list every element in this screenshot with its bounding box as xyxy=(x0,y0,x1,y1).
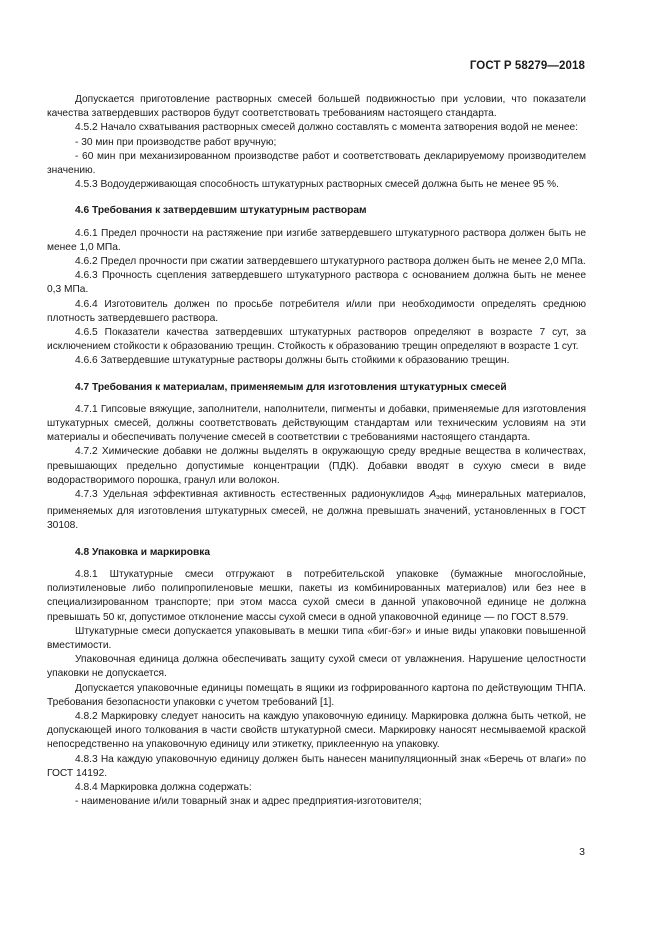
document-body xyxy=(47,93,586,809)
activity-symbol: A xyxy=(429,489,437,501)
page-number: 3 xyxy=(579,846,585,858)
paragraph-with-symbol xyxy=(47,488,586,534)
section-heading: 4.6 Требования к затвердевшим штукатурным растворам xyxy=(75,205,367,217)
paragraph: Упаковочная единица должна обеспечивать защиту сухой смеси от увлажнения. Нарушение целостности упаковки не допускается. xyxy=(47,654,586,680)
paragraph: 4.6.4 Изготовитель должен по просьбе потребителя и/или при необходимости определять среднюю плотность затвердевшего раствора. xyxy=(47,298,586,324)
paragraph: 4.5.3 Водоудерживающая способность штукатурных растворных смесей должна быть не менее 95 %. xyxy=(75,179,559,191)
paragraph-text-before: 4.7.3 Удельная эффективная активность естественных радионуклидов xyxy=(75,489,430,501)
paragraph: 4.6.6 Затвердевшие штукатурные растворы должны быть стойкими к образованию трещин. xyxy=(75,355,510,367)
list-item: - 30 мин при производстве работ вручную; xyxy=(75,136,277,148)
paragraph: 4.8.3 На каждую упаковочную единицу должен быть нанесен манипуляционный знак «Беречь от влаги» по ГОСТ 14192. xyxy=(47,753,586,779)
paragraph: Штукатурные смеси допускается упаковывать в мешки типа «биг-бэг» и иные виды упаковки повышенной вместимости. xyxy=(47,625,586,651)
paragraph: 4.8.2 Маркировку следует наносить на каждую упаковочную единицу. Маркировка должна быть четкой, не допускающей иного толкования в части свойств штукатурной смеси. Маркировку наносят несмываемой краской непосредственно на упаковочную единицу или этикетку, приклеенную на упаковку. xyxy=(47,710,586,751)
list-item: - 60 мин при механизированном производстве работ и соответствовать декларируемому производителем значению. xyxy=(47,150,586,177)
paragraph: 4.8.1 Штукатурные смеси отгружают в потребительской упаковке (бумажные многослойные, полиэтиленовые либо полипропиленовые мешки, пакеты из комбинированных материалов) или без нее в специализированном транспорте; при этом масса сухой смеси в данной упаковочной единице не должна превышать 50 кг, допустимое отклонение массы сухой смеси в одной упаковочной единице — по ГОСТ 8.579. xyxy=(47,568,586,623)
section-heading: 4.7 Требования к материалам, применяемым для изготовления штукатурных смесей xyxy=(75,381,507,393)
paragraph: 4.6.3 Прочность сцепления затвердевшего штукатурного раствора с основанием должна быть не менее 0,3 МПа. xyxy=(47,270,586,296)
paragraph: 4.6.1 Предел прочности на растяжение при изгибе затвердевшего штукатурного раствора должен быть не менее 1,0 МПа. xyxy=(47,227,586,253)
paragraph: 4.8.4 Маркировка должна содержать: xyxy=(75,781,252,793)
paragraph: 4.6.2 Предел прочности при сжатии затвердевшего штукатурного раствора должен быть не менее 2,0 МПа. xyxy=(75,256,586,268)
paragraph: 4.5.2 Начало схватывания растворных смесей должно составлять с момента затворения водой не менее: xyxy=(75,122,579,134)
section-heading: 4.8 Упаковка и маркировка xyxy=(75,546,211,558)
page-header-doc-id: ГОСТ Р 58279—2018 xyxy=(469,60,585,72)
paragraph: 4.6.5 Показатели качества затвердевших штукатурных растворов определяют в возрасте 7 сут, за исключением стойкости к образованию трещин. Стойкость к образованию трещин определяют в возрасте 1 сут. xyxy=(47,327,586,353)
list-item: - наименование и/или товарный знак и адрес предприятия-изготовителя; xyxy=(75,796,422,808)
paragraph: Допускается упаковочные единицы помещать в ящики из гофрированного картона по действующим ТНПА. Требования безопасности упаковки с учетом требований [1]. xyxy=(47,682,586,708)
paragraph-text-after: минеральных материалов, применяемых для изготовления штукатурных смесей, не должна превышать значений, установленных в ГОСТ 30108. xyxy=(47,489,586,532)
paragraph: Допускается приготовление растворных смесей большей подвижностью при условии, что показатели качества затвердевших растворов будут соответствовать требованиям настоящего стандарта. xyxy=(47,94,586,120)
paragraph: 4.7.2 Химические добавки не должны выделять в окружающую среду вредные вещества в количествах, превышающих предельно допустимые концентрации (ПДК). Добавки вводят в сухую смеси в виде водорастворимого порошка, гранул или волокон. xyxy=(47,446,586,486)
activity-subscript: эфф xyxy=(436,494,452,502)
paragraph: 4.7.1 Гипсовые вяжущие, заполнители, наполнители, пигменты и добавки, применяемые для изготовления штукатурных смесей, должны соответствовать действующим стандартам или техническим условиям на эти материалы и обеспечивать получение смесей в соответствии с требованиями настоящего стандарта. xyxy=(47,403,586,444)
